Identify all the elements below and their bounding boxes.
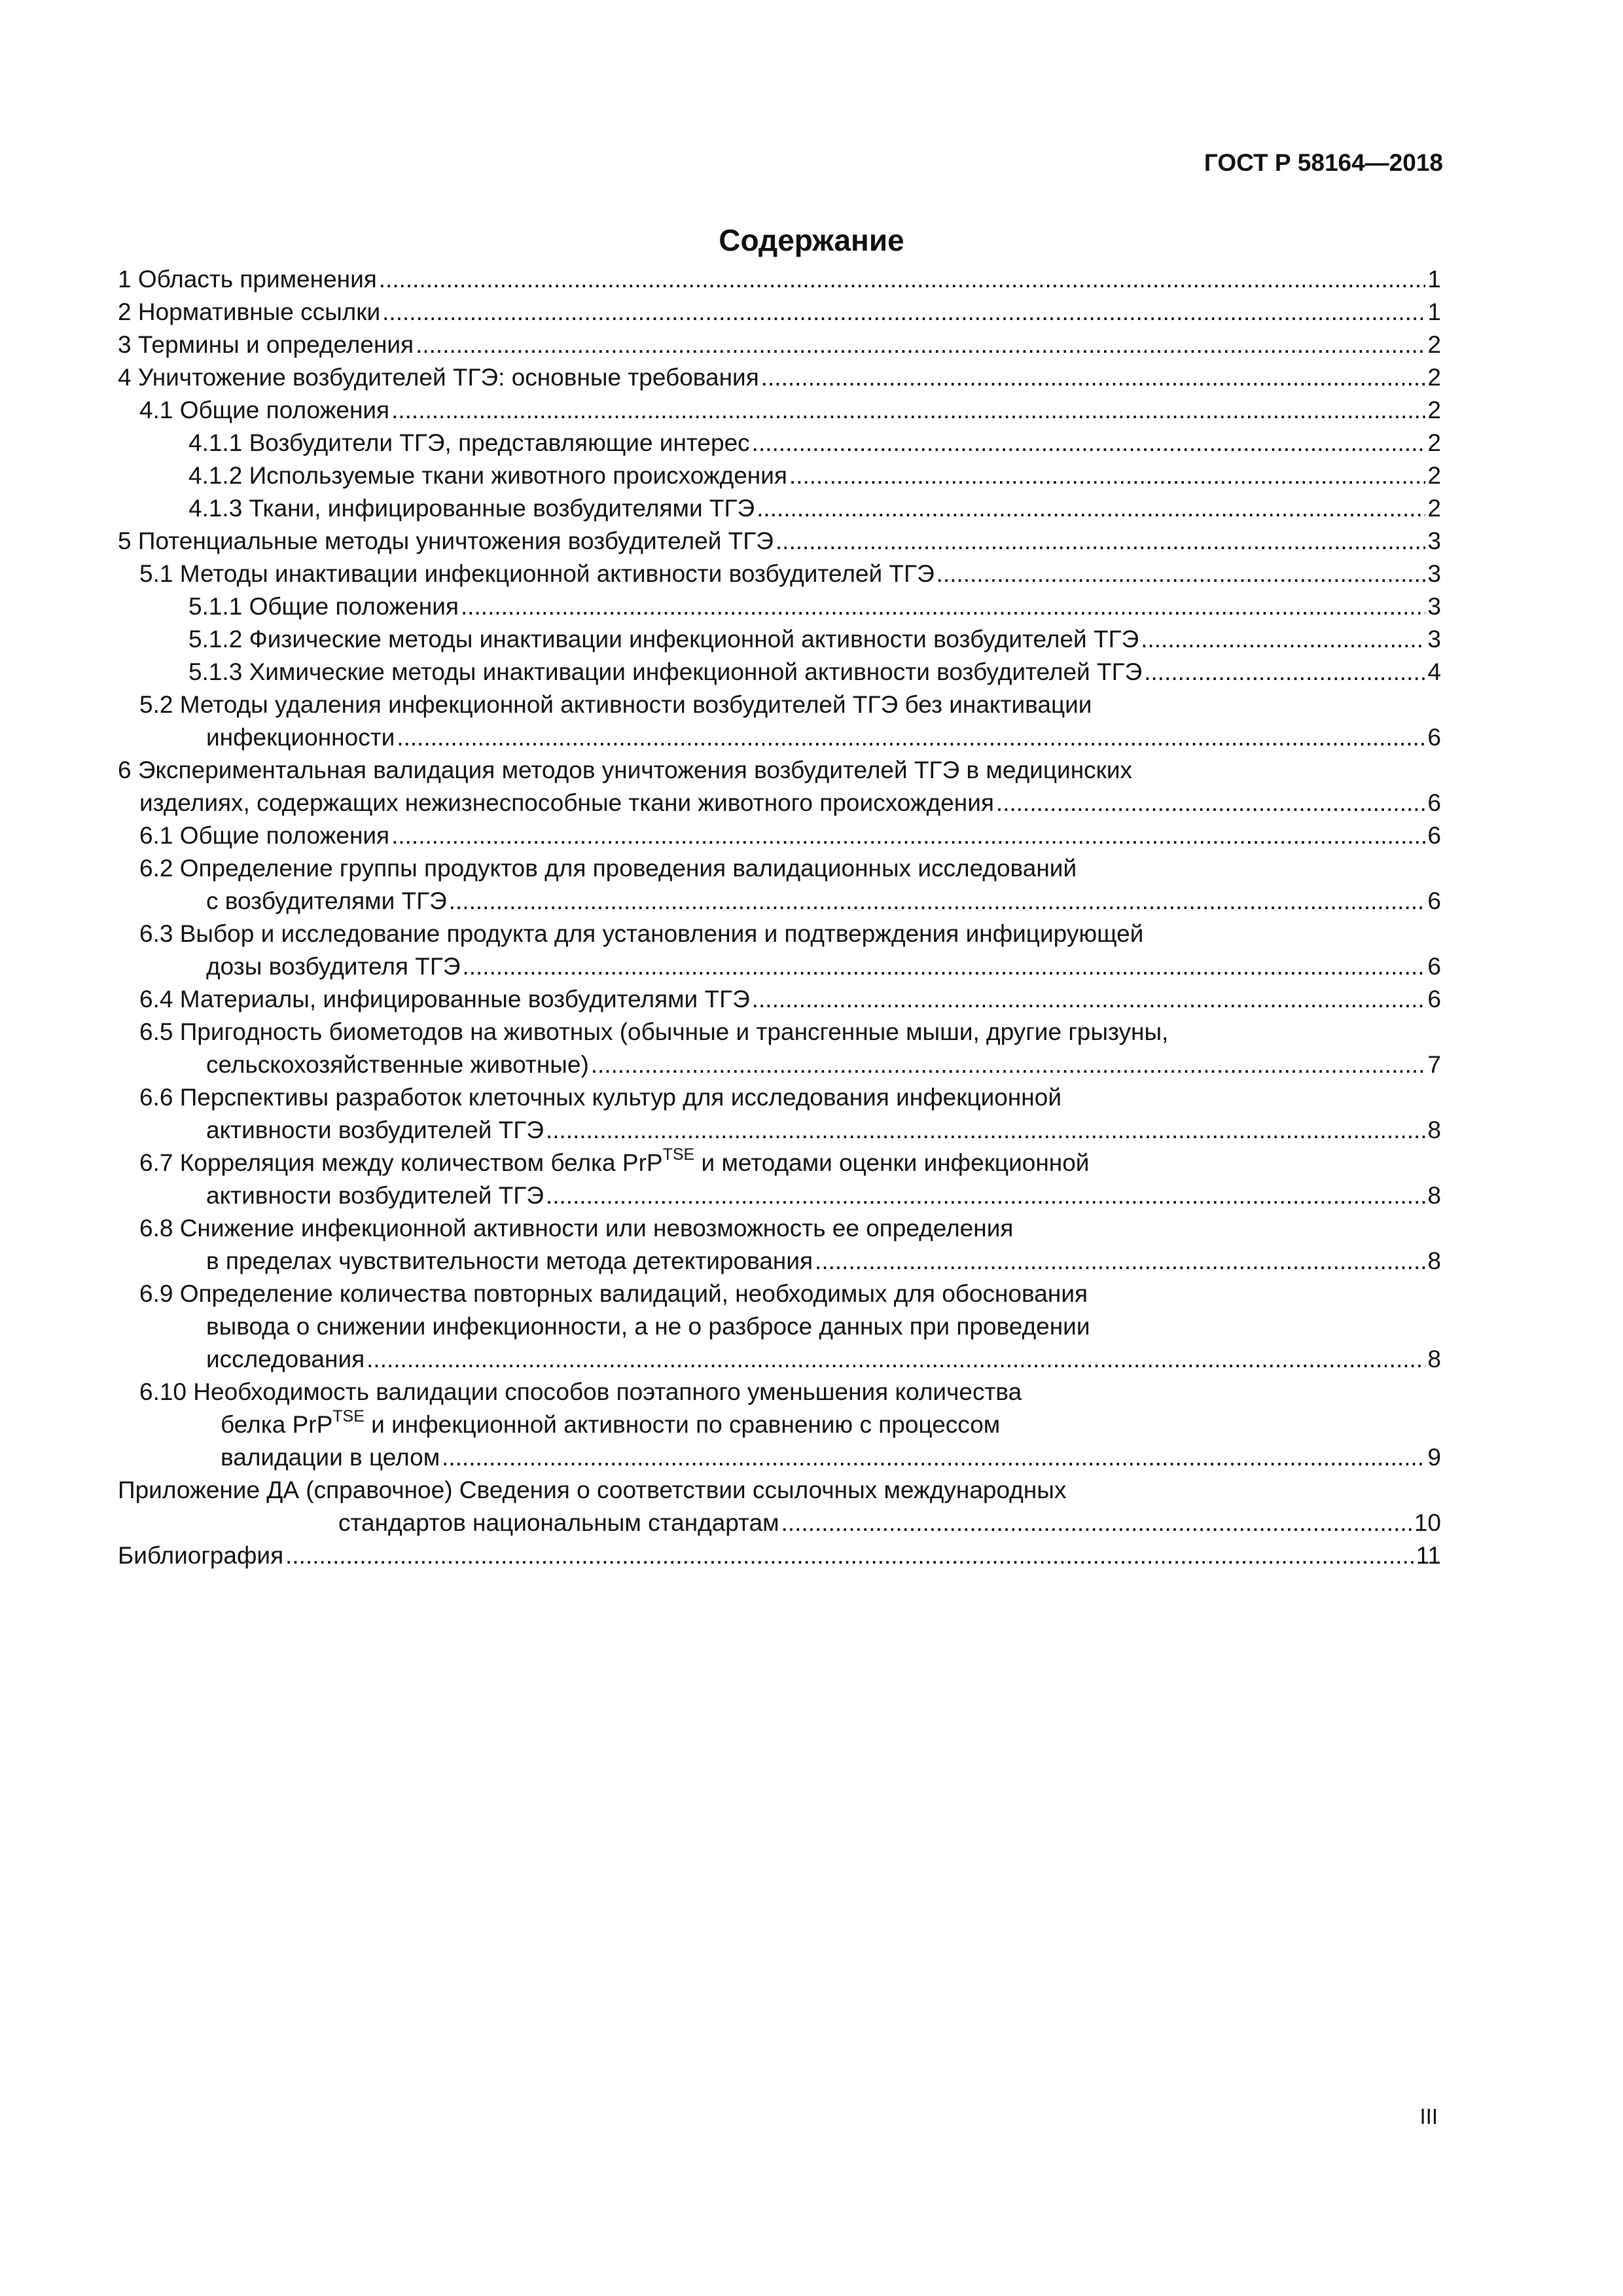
toc-entry-6-5[interactable]: 6.5 Пригодность биометодов на животных (обычные и трансгенные мыши, другие грызуны, сельскохозяйственные животные) ..... 7	[118, 1016, 1441, 1081]
toc-entry-4-1-1[interactable]: 4.1.1 Возбудители ТГЭ, представляющие интерес ..... 2	[118, 427, 1441, 459]
toc-entry-6-2[interactable]: 6.2 Определение группы продуктов для проведения валидационных исследований с возбудителями ТГЭ ..... 6	[118, 852, 1441, 918]
page-number: III	[1419, 2104, 1438, 2128]
toc-entry-4-1-3[interactable]: 4.1.3 Ткани, инфицированные возбудителями ТГЭ ..... 2	[118, 492, 1441, 525]
toc-entry-6-6[interactable]: 6.6 Перспективы разработок клеточных культур для исследования инфекционной активности возбудителей ТГЭ ..... 8	[118, 1081, 1441, 1147]
toc-entry-6-4[interactable]: 6.4 Материалы, инфицированные возбудителями ТГЭ ..... 6	[118, 983, 1441, 1016]
toc-entry-5-1-2[interactable]: 5.1.2 Физические методы инактивации инфекционной активности возбудителей ТГЭ ..... 3	[118, 623, 1441, 656]
table-of-contents	[118, 263, 1441, 1572]
toc-entry-4-1-2[interactable]: 4.1.2 Используемые ткани животного происхождения ..... 2	[118, 459, 1441, 492]
superscript-tse: TSE	[662, 1145, 695, 1164]
toc-entry-6-1[interactable]: 6.1 Общие положения ..... 6	[118, 819, 1441, 852]
toc-entry-bibliography[interactable]: Библиография ..... 11	[118, 1539, 1441, 1572]
toc-entry-6-9[interactable]: 6.9 Определение количества повторных валидаций, необходимых для обоснования вывода о снижении инфекционности, а не о разбросе данных при проведении исследования ..... 8	[118, 1278, 1441, 1376]
toc-entry-5-1-3[interactable]: 5.1.3 Химические методы инактивации инфекционной активности возбудителей ТГЭ ..... 4	[118, 656, 1441, 689]
toc-entry-4-1[interactable]: 4.1 Общие положения ..... 2	[118, 394, 1441, 427]
toc-entry-6-3[interactable]: 6.3 Выбор и исследование продукта для установления и подтверждения инфицирующей дозы возбудителя ТГЭ ..... 6	[118, 918, 1441, 983]
toc-entry-5-1[interactable]: 5.1 Методы инактивации инфекционной активности возбудителей ТГЭ ..... 3	[118, 558, 1441, 590]
toc-entry-annex-da[interactable]: Приложение ДА (справочное) Сведения о соответствии ссылочных международных стандартов национальным стандартам ..... 10	[118, 1474, 1441, 1539]
toc-entry-4[interactable]: 4 Уничтожение возбудителей ТГЭ: основные требования ..... 2	[118, 361, 1441, 394]
standard-code: ГОСТ Р 58164—2018	[1204, 149, 1443, 176]
toc-entry-6-7[interactable]: 6.7 Корреляция между количеством белка PrP$^{TSE}$ и методами оценки инфекционной активности возбудителей ТГЭ ..... 8	[118, 1147, 1441, 1212]
toc-entry-5-1-1[interactable]: 5.1.1 Общие положения ..... 3	[118, 590, 1441, 623]
toc-entry-1[interactable]: 1 Область применения ..... 1	[118, 263, 1441, 296]
toc-entry-5[interactable]: 5 Потенциальные методы уничтожения возбудителей ТГЭ ..... 3	[118, 525, 1441, 558]
toc-entry-5-2[interactable]: 5.2 Методы удаления инфекционной активности возбудителей ТГЭ без инактивации инфекционности ..... 6	[118, 689, 1441, 754]
superscript-tse: TSE	[332, 1407, 365, 1426]
toc-entry-2[interactable]: 2 Нормативные ссылки ..... 1	[118, 296, 1441, 329]
toc-entry-6[interactable]: 6 Экспериментальная валидация методов уничтожения возбудителей ТГЭ в медицинских изделиях, содержащих нежизнеспособные ткани животного происхождения ..... 6	[118, 754, 1441, 819]
toc-entry-6-8[interactable]: 6.8 Снижение инфекционной активности или невозможность ее определения в пределах чувствительности метода детектирования ..... 8	[118, 1212, 1441, 1278]
toc-entry-3[interactable]: 3 Термины и определения ..... 2	[118, 329, 1441, 361]
toc-title: Содержание	[719, 223, 904, 257]
toc-entry-6-10[interactable]: 6.10 Необходимость валидации способов поэтапного уменьшения количества белка PrP$^{TSE}$ и инфекционной активности по сравнению с процессом валидации в целом ..... 9	[118, 1376, 1441, 1474]
